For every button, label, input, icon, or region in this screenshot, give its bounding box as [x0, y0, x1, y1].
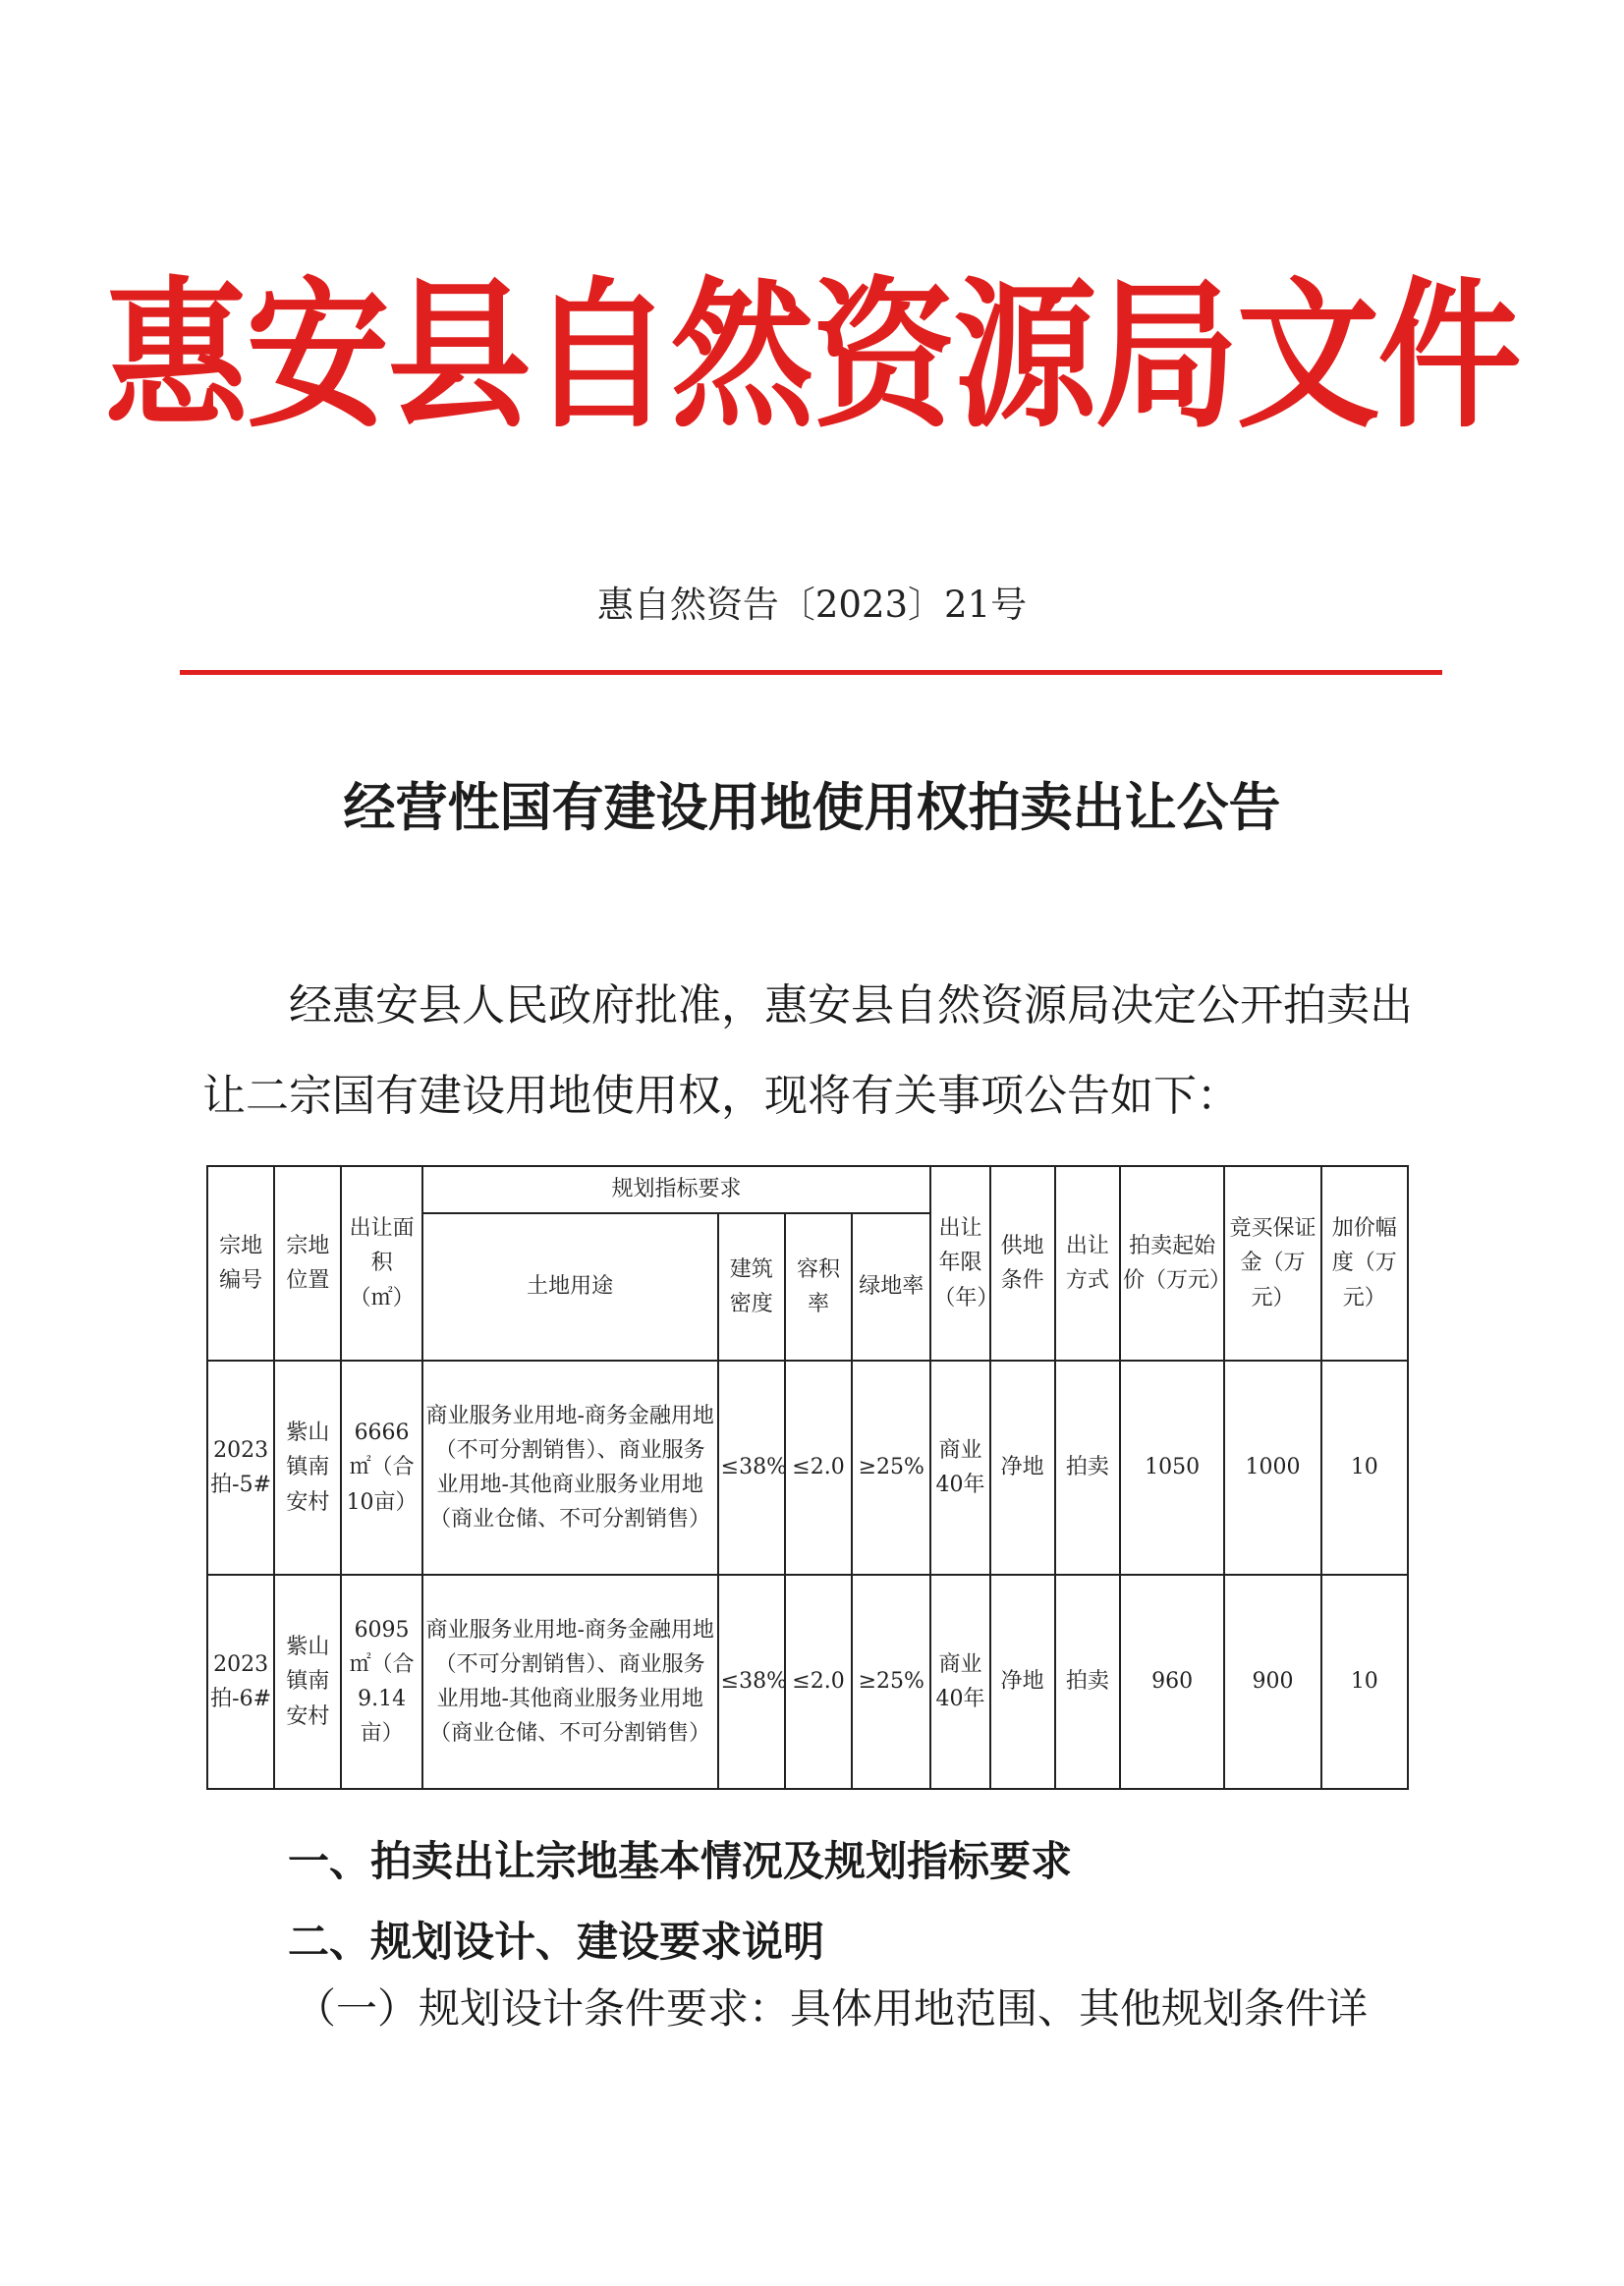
document-title: 惠安县自然资源局文件: [104, 262, 1520, 451]
cell-area: 6095㎡（合9.14亩）: [341, 1575, 421, 1789]
cell-parcel-no: 2023拍-6#: [207, 1575, 274, 1789]
header-start-price: 拍卖起始价（万元）: [1120, 1166, 1224, 1361]
cell-location: 紫山镇南安村: [274, 1575, 341, 1789]
header-planning: 规划指标要求: [422, 1166, 931, 1213]
header-green: 绿地率: [852, 1213, 930, 1361]
cell-supply: 净地: [990, 1361, 1055, 1575]
notice-title: 经营性国有建设用地使用权拍卖出让公告: [343, 778, 1281, 838]
section-heading-2: 二、规划设计、建设要求说明: [288, 1918, 825, 1966]
header-term: 出让年限（年）: [930, 1166, 989, 1361]
table-row: [207, 1361, 1408, 1575]
cell-land-use: 商业服务业用地-商务金融用地（不可分割销售）、商业服务业用地-其他商业服务业用地（商业仓储、不可分割销售）: [422, 1575, 718, 1789]
cell-green: ≥25%: [852, 1361, 930, 1575]
section-2-1-text: （一）规划设计条件要求：具体用地范围、其他规划条件详: [295, 1984, 1369, 2033]
cell-method: 拍卖: [1055, 1575, 1120, 1789]
document-number: 惠自然资告〔2023〕21号: [596, 584, 1028, 626]
header-parcel-no: 宗地编号: [207, 1166, 274, 1361]
cell-density: ≤38%: [718, 1361, 785, 1575]
cell-density: ≤38%: [718, 1575, 785, 1789]
cell-supply: 净地: [990, 1575, 1055, 1789]
land-parcel-table: [206, 1165, 1409, 1790]
header-area: 出让面积（㎡）: [341, 1166, 421, 1361]
cell-start-price: 960: [1120, 1575, 1224, 1789]
cell-deposit: 900: [1224, 1575, 1320, 1789]
section-heading-1: 一、拍卖出让宗地基本情况及规划指标要求: [288, 1837, 1073, 1885]
header-deposit: 竞买保证金（万元）: [1224, 1166, 1320, 1361]
header-method: 出让方式: [1055, 1166, 1120, 1361]
cell-term: 商业40年: [930, 1575, 989, 1789]
cell-start-price: 1050: [1120, 1361, 1224, 1575]
intro-line-1: 经惠安县人民政府批准，惠安县自然资源局决定公开拍卖出: [289, 980, 1413, 1031]
cell-green: ≥25%: [852, 1575, 930, 1789]
cell-parcel-no: 2023拍-5#: [207, 1361, 274, 1575]
header-supply: 供地条件: [990, 1166, 1055, 1361]
header-location: 宗地位置: [274, 1166, 341, 1361]
cell-far: ≤2.0: [785, 1361, 852, 1575]
table-row: [207, 1575, 1408, 1789]
cell-increment: 10: [1321, 1361, 1408, 1575]
header-density: 建筑密度: [718, 1213, 785, 1361]
header-increment: 加价幅度（万元）: [1321, 1166, 1408, 1361]
cell-area: 6666㎡（合10亩）: [341, 1361, 421, 1575]
cell-location: 紫山镇南安村: [274, 1361, 341, 1575]
cell-method: 拍卖: [1055, 1361, 1120, 1575]
red-divider: [180, 670, 1442, 675]
cell-far: ≤2.0: [785, 1575, 852, 1789]
header-far: 容积率: [785, 1213, 852, 1361]
intro-line-2: 让二宗国有建设用地使用权，现将有关事项公告如下：: [202, 1071, 1240, 1121]
header-land-use: 土地用途: [422, 1213, 718, 1361]
cell-increment: 10: [1321, 1575, 1408, 1789]
cell-deposit: 1000: [1224, 1361, 1320, 1575]
cell-land-use: 商业服务业用地-商务金融用地（不可分割销售）、商业服务业用地-其他商业服务业用地（商业仓储、不可分割销售）: [422, 1361, 718, 1575]
cell-term: 商业40年: [930, 1361, 989, 1575]
